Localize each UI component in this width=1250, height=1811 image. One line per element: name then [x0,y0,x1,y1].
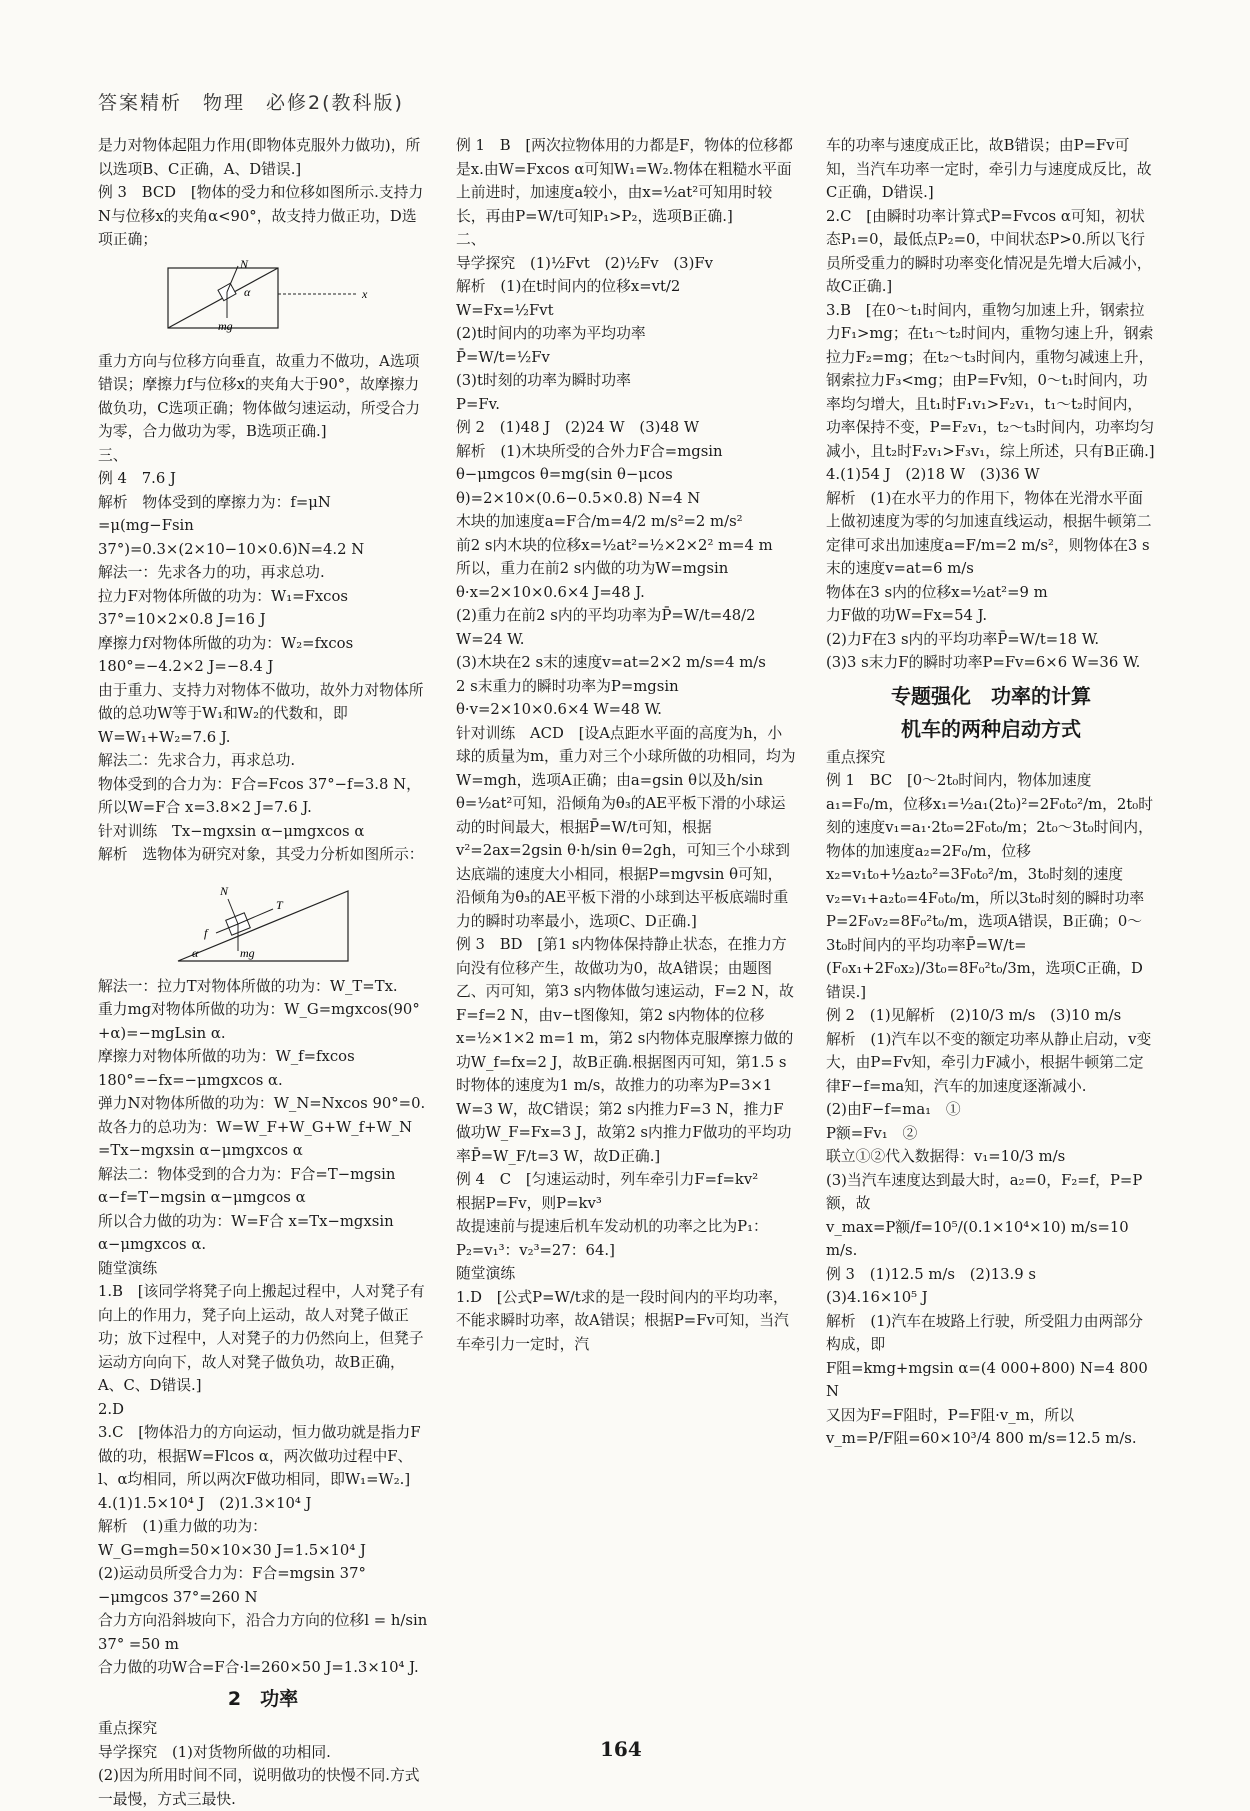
text-block: 重点探究 [98,1720,158,1737]
force-diagram-block-on-incline [158,256,378,346]
text-block: 合力方向沿斜坡向下，沿合力方向的位移l = h/sin 37° =50 m [98,1612,428,1653]
fig-label-f: f [204,925,208,940]
text-block: 重力mg对物体所做的功为：W_G=mgxcos(90°+α)=−mgLsin α. [98,1001,420,1042]
text-block: 例 1 B [两次拉物体用的力都是F，物体的位移都是x.由W=Fxcos α可知W₁=W₂.物体在粗糙水平面上前进时，加速度a较小，由x=½at²可知用时较长，再由P=W/t可知P₁>P₂，选项B正确.] [456,137,793,225]
text-block: 解法二：物体受到的合力为：F合=T−mgsin α−f=T−mgsin α−μmgcos α [98,1165,396,1206]
text-block: (3)t时刻的功率为瞬时功率 [456,372,631,389]
text-block: 合力做的功W合=F合·l=260×50 J=1.3×10⁴ J. [98,1659,419,1676]
text-block: 随堂演练 [98,1259,158,1277]
text-block: P=Fv. [456,395,500,413]
text-block: 解析 (1)在水平力的作用下，物体在光滑水平面上做初速度为零的匀加速直线运动，根据牛顿第二定律可求出加速度a=F/m=2 m/s²，则物体在3 s末的速度v=at=6 m/s [826,489,1152,577]
text-block: 三、 [98,446,128,464]
text-block: 木块的加速度a=F合/m=4/2 m/s²=2 m/s² [456,513,743,530]
text-block: 拉力F对物体所做的功为：W₁=Fxcos 37°=10×2×0.8 J=16 J [98,587,348,628]
text-block: 解法二：先求合力，再求总功. [98,752,296,769]
text-block: (2)因为所用时间不同，说明做功的快慢不同.方式一最慢，方式三最快. [98,1767,420,1808]
text-block: 故提速前与提速后机车发动机的功率之比为P₁：P₂=v₁³：v₂³=27：64.] [456,1218,768,1259]
text-block: (2)运动员所受合力为：F合=mgsin 37°−μmgcos 37°=260 N [98,1565,366,1606]
text-block: 解法一：拉力T对物体所做的功为：W_T=Tx. [98,977,398,995]
section-heading: 专题强化 功率的计算 [891,683,1091,708]
section-heading: 2 功率 [227,1687,299,1710]
text-block: 4.(1)54 J (2)18 W (3)36 W [826,466,1040,483]
text-block: 弹力N对物体所做的功为：W_N=Nxcos 90°=0. [98,1095,426,1112]
text-block: 解析 (1)木块所受的合外力F合=mgsin θ−μmgcos θ=mg(sin θ−μcos θ)=2×10×(0.6−0.5×0.8) N=4 N [456,442,723,507]
text-block: 针对训练 ACD [设A点距水平面的高度为h，小球的质量为m，重力对三个小球所做的功相同，均为W=mgh，选项A正确；由a=gsin θ以及h/sin θ=½at²可知，沿倾角为θ₃的AE平板下滑的小球运动的时间最大，根据P̄=W/t可知，根据v²=2ax=2gsin θ·h/sin θ=2gh，可知三个小球到达底端的速度大小相同，根据P=mgvsin θ可知，沿倾角为θ₃的AE平板下滑的小球到达平板底端时重力的瞬时功率最小，选项C、D正确.] [456,724,796,930]
text-block: P̄=W/t=½Fv [456,348,550,366]
text-block: 又因为F=F阻时，P=F阻·v_m，所以 [826,1406,1075,1424]
text-block: 解析 选物体为研究对象，其受力分析如图所示： [98,846,424,863]
text-block: (3)3 s末力F的瞬时功率P=Fv=6×6 W=36 W. [826,654,1141,671]
text-block: 联立①②代入数据得：v₁=10/3 m/s [826,1148,1066,1165]
page-header: 答案精析 物理 必修2(教科版) [98,92,404,114]
text-block: (2)由F−f=ma₁ ① [826,1101,961,1118]
text-block: 解析 (1)汽车以不变的额定功率从静止启动，v变大，由P=Fv知，牵引力F减小，根据牛顿第二定律F−f=ma知，汽车的加速度逐渐减小. [826,1030,1152,1095]
text-block: 1.B [该同学将凳子向上搬起过程中，人对凳子有向上的作用力，凳子向上运动，故人对凳子做正功；放下过程中，人对凳子的力仍然向上，但凳子运动方向向下，故人对凳子做负功，故B正确，A、C、D错误.] [98,1283,425,1394]
text-block: 例 1 BC [0～2t₀时间内，物体加速度a₁=F₀/m，位移x₁=½a₁(2t₀)²=2F₀t₀²/m，2t₀时刻的速度v₁=a₁·2t₀=2F₀t₀/m；2t₀～3t₀时间内，物体的加速度a₂=2F₀/m，位移x₂=v₁t₀+½a₂t₀²=3F₀t₀²/m，3t₀时刻的速度v₂=v₁+a₂t₀=4F₀t₀/m，所以3t₀时刻的瞬时功率P=2F₀v₂=8F₀²t₀/m，选项A错误，B正确；0～3t₀时间内的平均功率P̄=W/t=(F₀x₁+2F₀x₂)/3t₀=8F₀²t₀/3m，选项C正确，D错误.] [826,772,1154,1001]
text-block: 摩擦力对物体所做的功为：W_f=fxcos 180°=−fx=−μmgxcos α. [98,1048,355,1089]
text-block: 导学探究 (1)对货物所做的功相同. [98,1743,331,1761]
text-block: 物体在3 s内的位移x=½at²=9 m [826,583,1048,601]
text-block: 解析 (1)在t时间内的位移x=vt/2 [456,278,681,295]
text-block: 例 3 BCD [物体的受力和位移如图所示.支持力N与位移x的夹角α<90°，故支持力做正功，D选项正确； [98,184,424,248]
text-block: 例 3 (1)12.5 m/s (2)13.9 s [826,1265,1036,1283]
fig-label-mg: mg [218,318,233,333]
text-block: 解析 (1)重力做的功为：W_G=mgh=50×10×30 J=1.5×10⁴ J [98,1518,366,1559]
text-block: 由于重力、支持力对物体不做功，故外力对物体所做的总功W等于W₁和W₂的代数和，即W=W₁+W₂=7.6 J. [98,681,424,746]
page-number: 164 [600,1737,642,1761]
column-left [98,134,428,1811]
fig-label-mg: mg [240,945,255,960]
text-block: 根据P=Fv，则P=kv³ [456,1194,602,1212]
text-block: 力F做的功W=Fx=54 J. [826,607,988,624]
text-block: (2)力F在3 s内的平均功率P̄=W/t=18 W. [826,630,1100,648]
section-heading: 机车的两种启动方式 [901,717,1081,741]
column-middle [456,134,796,1356]
text-block: 3.B [在0～t₁时间内，重物匀加速上升，钢索拉力F₁>mg；在t₁～t₂时间内，重物匀速上升，钢索拉力F₂=mg；在t₂～t₃时间内，重物匀减速上升，钢索拉力F₃<mg；由P=Fv知，0～t₁时间内，功率均匀增大，且t₁时F₁v₁>F₂v₁，t₁～t₂时间内，功率保持不变，P=F₂v₁，t₂～t₃时间内，功率均匀减小，且t₂时F₂v₁>F₃v₁，综上所述，只有B正确.] [826,301,1155,460]
text-block: 解析 (1)汽车在坡路上行驶，所受阻力由两部分构成，即 [826,1312,1143,1353]
text-block: (2)t时间内的功率为平均功率 [456,325,646,342]
force-diagram-block-pulled-up-incline [158,871,378,971]
text-block: F阻=kmg+mgsin α=(4 000+800) N=4 800 N [826,1359,1148,1400]
text-block: v_m=P/F阻=60×10³/4 800 m/s=12.5 m/s. [826,1430,1137,1447]
text-block: (3)当汽车速度达到最大时，a₂=0，F₂=f，P=P额，故 [826,1171,1143,1212]
text-block: 解析 物体受到的摩擦力为：f=μN =μ(mg−Fsin 37°)=0.3×(2×10−10×0.6)N=4.2 N [98,493,365,558]
fig-label-T: T [276,897,283,912]
fig-label-N: N [240,256,249,271]
text-block: (3)4.16×10⁵ J [826,1289,928,1306]
text-block: 解法一：先求各力的功，再求总功. [98,564,325,581]
text-block: 3.C [物体沿力的方向运动，恒力做功就是指力F做的功，根据W=Flcos α，两次做功过程中F、l、α均相同，所以两次F做功相同，即W₁=W₂.] [98,1424,421,1488]
text-block: 前2 s内木块的位移x=½at²=½×2×2² m=4 m [456,536,773,554]
text-block: 随堂演练 [456,1265,516,1282]
text-block: 物体受到的合力为：F合=Fcos 37°−f=3.8 N，所以W=F合 x=3.8×2 J=7.6 J. [98,775,421,816]
text-block: 车的功率与速度成正比，故B错误；由P=Fv可知，当汽车功率一定时，牵引力与速度成反比，故C正确，D错误.] [826,137,1152,201]
text-block: 所以合力做的功为：W=F合 x=Tx−mgxsin α−μmgxcos α. [98,1212,394,1253]
text-block: 例 3 BD [第1 s内物体保持静止状态，在推力方向没有位移产生，故做功为0，故A错误；由题图乙、丙可知，第3 s内物体做匀速运动，F=2 N，故F=f=2 N，由v−t图像知，第2 s内物体的位移x=½×1×2 m=1 m，第2 s内物体克服摩擦力做的功W_f=fx=2 J，故B正确.根据图丙可知，第1.5 s时物体的速度为1 m/s，故推力的功率为P=3×1 W=3 W，故C错误；第2 s内推力F=3 N，推力F做功W_F=Fx=3 J，故第2 s内推力F做功的平均功率P̄=W_F/t=3 W，故D正确.] [456,936,794,1165]
text-block: 例 4 C [匀速运动时，列车牵引力F=f=kv² [456,1171,759,1188]
text-block: 二、 [456,231,486,248]
text-block: 重力方向与位移方向垂直，故重力不做功，A选项错误；摩擦力f与位移x的夹角大于90°，故摩擦力做负功，C选项正确；物体做匀速运动，所受合力为零，合力做功为零，B选项正确.] [98,352,421,440]
text-block: 所以，重力在前2 s内做的功为W=mgsin θ·x=2×10×0.6×4 J=48 J. [456,560,729,601]
text-block: 4.(1)1.5×10⁴ J (2)1.3×10⁴ J [98,1494,312,1512]
text-block: 故各力的总功为：W=W_F+W_G+W_f+W_N =Tx−mgxsin α−μmgxcos α [98,1118,413,1159]
column-right [826,134,1156,1451]
text-block: (3)木块在2 s末的速度v=at=2×2 m/s=4 m/s [456,654,766,671]
text-block: 例 2 (1)48 J (2)24 W (3)48 W [456,419,700,436]
text-block: 2.D [98,1400,124,1418]
text-block: W=Fx=½Fvt [456,301,554,319]
text-block: 导学探究 (1)½Fvt (2)½Fv (3)Fv [456,254,713,272]
text-block: 摩擦力f对物体所做的功为：W₂=fxcos 180°=−4.2×2 J=−8.4 J [98,634,354,675]
text-block: 2.C [由瞬时功率计算式P=Fvcos α可知，初状态P₁=0，最低点P₂=0，中间状态P>0.所以飞行员所受重力的瞬时功率变化情况是先增大后减小，故C正确.] [826,207,1152,295]
text-block: 例 4 7.6 J [98,470,176,487]
fig-label-alpha: α [192,945,199,960]
text-block: v_max=P额/f=10⁵/(0.1×10⁴×10) m/s=10 m/s. [826,1218,1129,1259]
fig-label-alpha: α [244,284,251,299]
text-block: 重点探究 [826,748,886,766]
text-block: 1.D [公式P=W/t求的是一段时间内的平均功率，不能求瞬时功率，故A错误；根据P=Fv可知，当汽车牵引力一定时，汽 [456,1288,789,1353]
fig-label-N: N [220,883,229,898]
text-block: 是力对物体起阻力作用(即物体克服外力做功)，所以选项B、C正确，A、D错误.] [98,137,421,178]
text-block: (2)重力在前2 s内的平均功率为P̄=W/t=48/2 W=24 W. [456,607,756,648]
text-block: 例 2 (1)见解析 (2)10/3 m/s (3)10 m/s [826,1007,1122,1024]
fig-label-x: x [362,286,368,301]
text-block: P额=Fv₁ ② [826,1124,918,1142]
text-block: 针对训练 Tx−mgxsin α−μmgxcos α [98,822,365,840]
text-block: 2 s末重力的瞬时功率为P=mgsin θ·v=2×10×0.6×4 W=48 W. [456,677,679,718]
